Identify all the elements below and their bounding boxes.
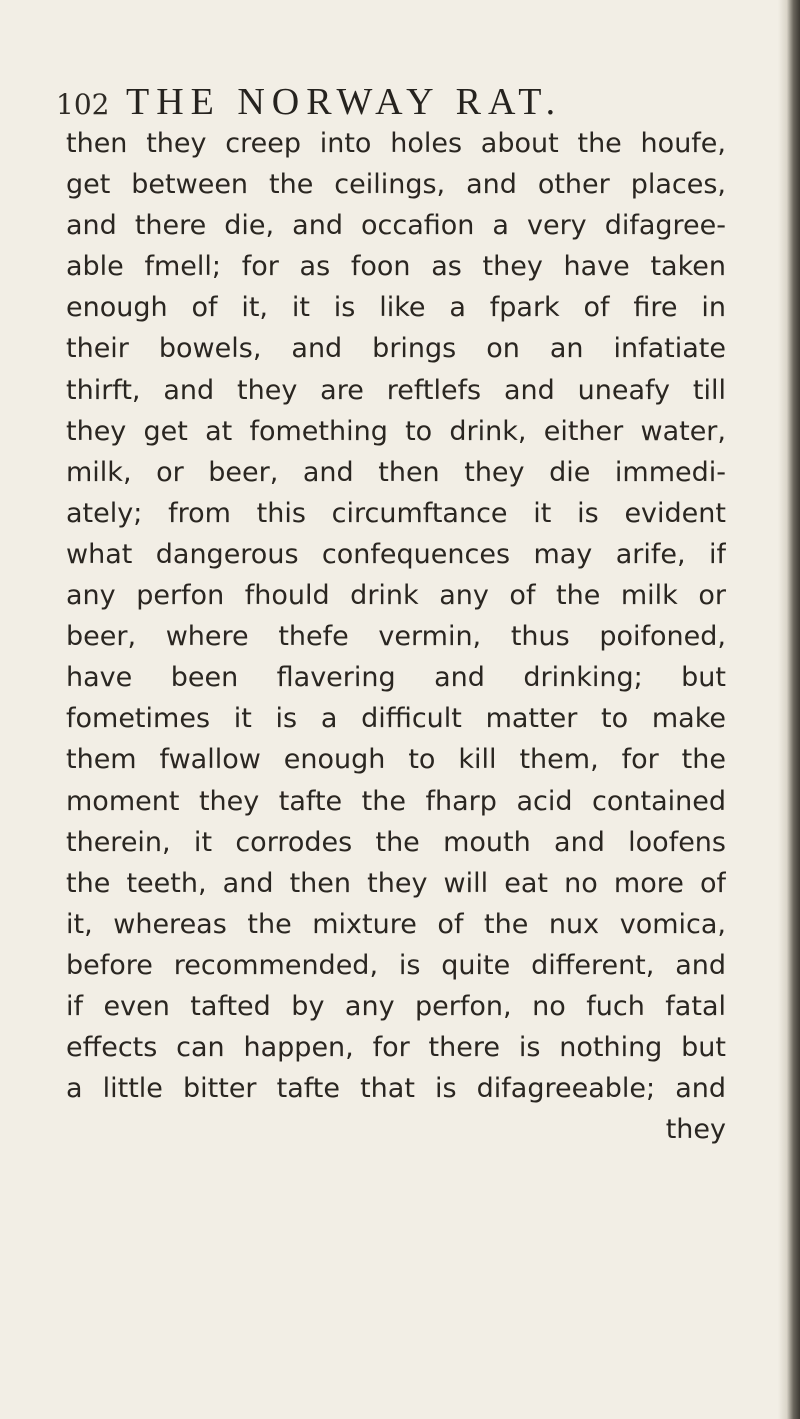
text-line: the teeth, and then they will eat no more of (66, 867, 726, 899)
text-line: then they creep into holes about the houfe, (66, 128, 726, 159)
text-line: able fmell; for as foon as they have taken (66, 251, 726, 283)
text-line: if even tafted by any perfon, no fuch fatal (66, 990, 726, 1022)
page-edge-shadow (778, 0, 800, 1419)
text-line: thirft, and they are reftlefs and uneafy till (66, 374, 726, 406)
text-line: it, whereas the mixture of the nux vomica, (66, 908, 726, 940)
text-line: their bowels, and brings on an infatiate (66, 333, 726, 365)
catchword: they (665, 1114, 726, 1146)
text-line: and there die, and occafion a very difagree- (66, 210, 726, 242)
text-line: them fwallow enough to kill them, for the (66, 744, 726, 776)
text-line: they get at fomething to drink, either water, (66, 415, 726, 447)
text-line: beer, where thefe vermin, thus poifoned, (66, 621, 726, 653)
text-line: milk, or beer, and then they die immedi- (66, 456, 726, 488)
page-number: 102 (56, 88, 110, 121)
page-header (56, 80, 716, 122)
body-text (66, 123, 726, 1150)
text-line: ately; from this circumftance it is evident (66, 497, 726, 529)
running-head: THE NORWAY RAT. (126, 81, 563, 123)
text-line: what dangerous confequences may arife, if (66, 538, 726, 570)
text-line: any perfon fhould drink any of the milk or (66, 580, 726, 612)
text-line: therein, it corrodes the mouth and loofens (66, 826, 726, 858)
text-line: get between the ceilings, and other places, (66, 169, 726, 201)
text-line: enough of it, it is like a fpark of fire in (66, 292, 726, 324)
text-line: have been flavering and drinking; but (66, 662, 726, 694)
text-line: effects can happen, for there is nothing but (66, 1032, 726, 1064)
text-line: fometimes it is a difficult matter to make (66, 703, 726, 735)
text-line: moment they tafte the fharp acid contained (66, 785, 726, 817)
text-line: a little bitter tafte that is difagreeable; and (66, 1073, 726, 1105)
text-line: before recommended, is quite different, and (66, 949, 726, 981)
